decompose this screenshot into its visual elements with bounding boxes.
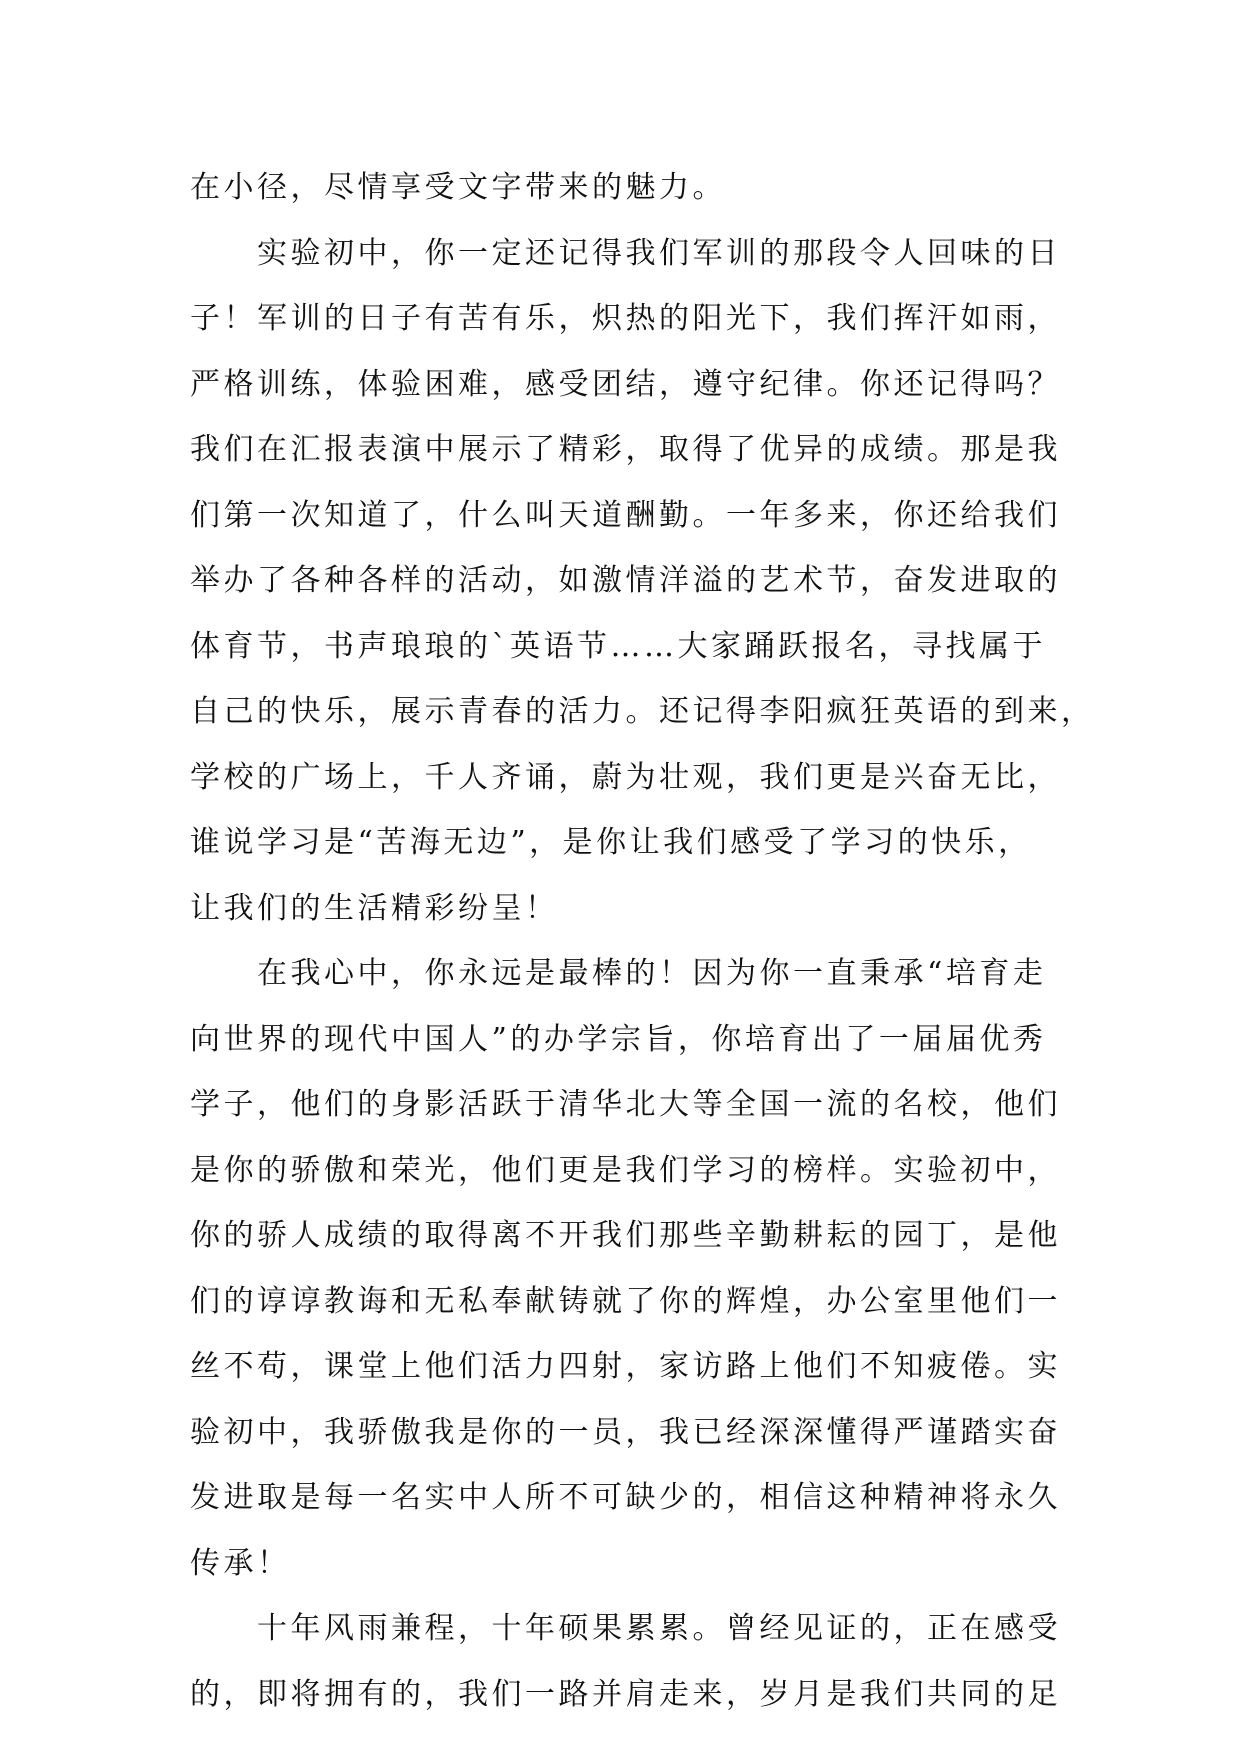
text-line: 的，即将拥有的，我们一路并肩走来，岁月是我们共同的足: [190, 1676, 1061, 1712]
text-line: 子！军训的日子有苦有乐，炽热的阳光下，我们挥汗如雨，: [190, 301, 1061, 336]
text-line: 发进取是每一名实中人所不可缺少的，相信这种精神将永久: [190, 1480, 1061, 1515]
text-line: 在小径，尽情享受文字带来的魅力。: [190, 170, 726, 205]
text-line: 自己的快乐，展示青春的活力。还记得李阳疯狂英语的到来，: [190, 694, 1095, 729]
text-line: 在我心中，你永远是最棒的！因为你一直秉承“培育走: [190, 956, 1047, 991]
text-line: 你的骄人成绩的取得离不开我们那些辛勤耕耘的园丁，是他: [190, 1218, 1061, 1253]
text-line: 学子，他们的身影活跃于清华北大等全国一流的名校，他们: [190, 1087, 1061, 1122]
text-line: 是你的骄傲和荣光，他们更是我们学习的榜样。实验初中，: [190, 1152, 1061, 1188]
text-line: 举办了各种各样的活动，如激情洋溢的艺术节，奋发进取的: [190, 563, 1061, 598]
text-line: 们的谆谆教诲和无私奉献铸就了你的辉煌，办公室里他们一: [190, 1283, 1061, 1319]
text-line: 学校的广场上，千人齐诵，蔚为壮观，我们更是兴奋无比，: [190, 759, 1061, 795]
text-line: 向世界的现代中国人”的办学宗旨，你培育出了一届届优秀: [190, 1021, 1047, 1057]
document-body: [190, 155, 1095, 1727]
text-line: 十年风雨兼程，十年硕果累累。曾经见证的，正在感受: [190, 1611, 1061, 1646]
text-line: 传承！: [190, 1545, 291, 1581]
text-line: 体育节，书声琅琅的`英语节……大家踊跃报名，寻找属于: [190, 628, 1046, 664]
text-line: 实验初中，你一定还记得我们军训的那段令人回味的日: [190, 235, 1061, 271]
text-line: 谁说学习是“苦海无边”，是你让我们感受了学习的快乐，: [190, 825, 1032, 860]
text-line: 验初中，我骄傲我是你的一员，我已经深深懂得严谨踏实奋: [190, 1414, 1061, 1450]
text-line: 们第一次知道了，什么叫天道酬勤。一年多来，你还给我们: [190, 497, 1061, 533]
text-line: 丝不苟，课堂上他们活力四射，家访路上他们不知疲倦。实: [190, 1349, 1061, 1384]
text-line: 严格训练，体验困难，感受团结，遵守纪律。你还记得吗？: [190, 366, 1061, 402]
text-line: 我们在汇报表演中展示了精彩，取得了优异的成绩。那是我: [190, 432, 1061, 467]
text-line: 让我们的生活精彩纷呈！: [190, 890, 559, 926]
